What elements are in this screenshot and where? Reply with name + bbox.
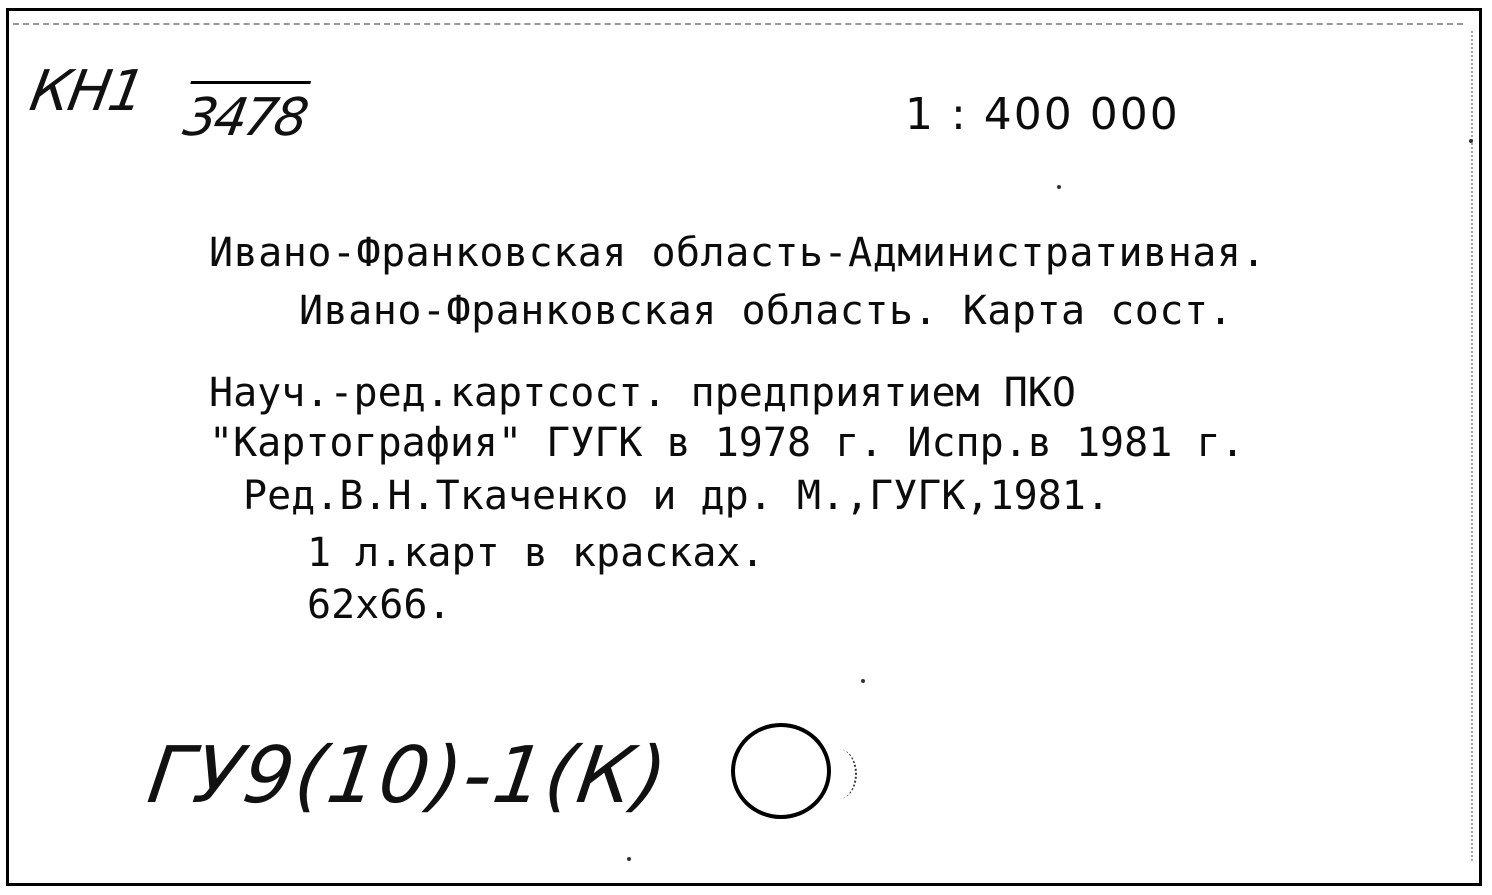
- shelf-code: ГУ9(10)-1(К): [142, 731, 675, 821]
- paper-speck: [627, 857, 631, 861]
- dimensions-line: 62x66.: [307, 582, 452, 628]
- publisher-line-2: "Картография" ГУГК в 1978 г. Испр.в 1981 г.: [209, 420, 1245, 466]
- paper-speck: [1469, 139, 1473, 143]
- stamp-arc-mark: [821, 749, 857, 799]
- publisher-line-1: Науч.-ред.картсост. предприятием ПКО: [209, 370, 1076, 416]
- paper-speck: [1057, 185, 1061, 189]
- title-line-2: Ивано-Франковская область. Карта сост.: [299, 288, 1234, 334]
- sheets-line: 1 л.карт в красках.: [307, 530, 765, 576]
- editor-line: Ред.В.Н.Ткаченко и др. М.,ГУГК,1981.: [243, 473, 1110, 519]
- stamp-circle-mark: [731, 723, 831, 819]
- title-line-1: Ивано-Франковская область-Административная.: [209, 230, 1267, 276]
- top-border-line: [13, 23, 1463, 25]
- catalog-number: 3478: [179, 81, 311, 148]
- catalog-prefix: КН1: [25, 59, 149, 124]
- map-scale: 1 : 400 000: [905, 89, 1180, 140]
- paper-speck: [861, 679, 865, 683]
- right-border-line: [1471, 31, 1473, 861]
- catalog-card: [6, 8, 1482, 886]
